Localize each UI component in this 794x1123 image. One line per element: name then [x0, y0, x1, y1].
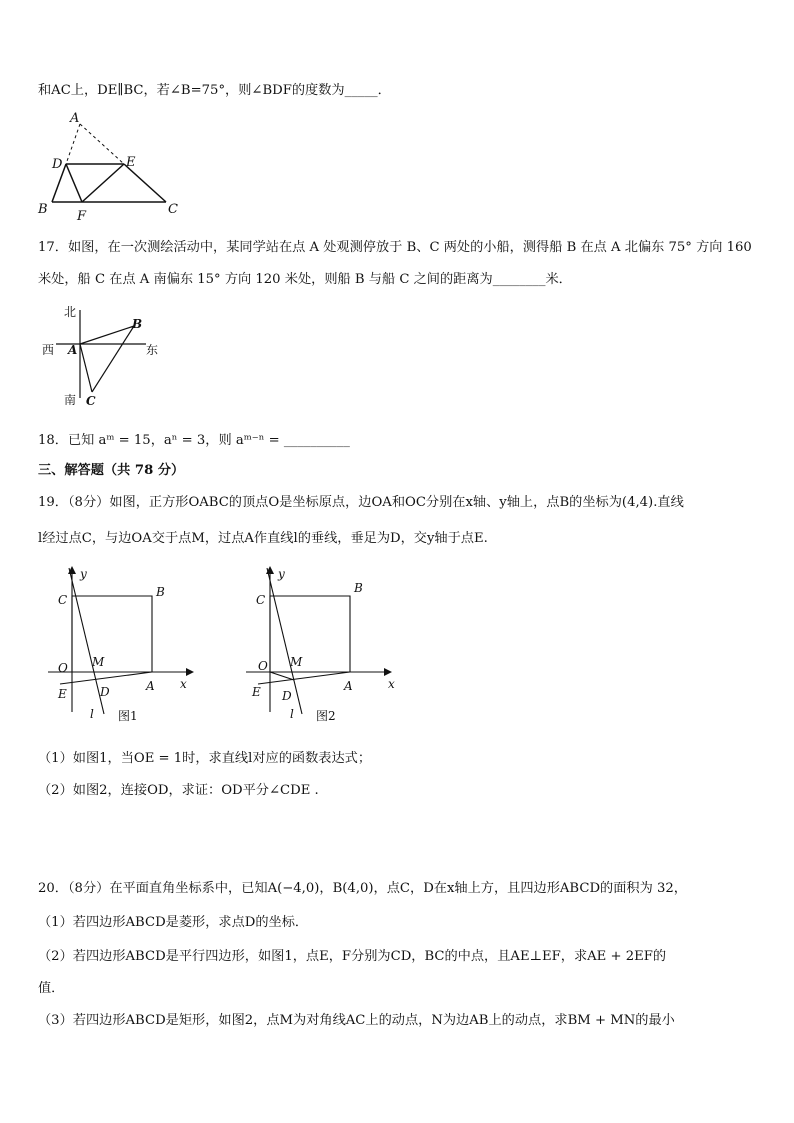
segment-fe — [82, 164, 124, 202]
q19-part2: （2）如图2，连接OD，求证：OD平分∠CDE . — [38, 783, 319, 798]
label-d: D — [100, 685, 110, 699]
label-f: F — [77, 209, 87, 220]
label-b: B — [354, 581, 363, 595]
label-a: A — [70, 111, 80, 126]
line-l — [69, 568, 104, 714]
square-oabc — [270, 596, 350, 672]
label-e: E — [126, 155, 136, 170]
label-m: M — [92, 655, 105, 669]
q20-part2-line1: （2）若四边形ABCD是平行四边形，如图1，点E，F分别为CD，BC的中点，且AE⊥EF，求AE + 2EF的 — [38, 949, 667, 964]
label-c: C — [256, 593, 266, 607]
label-l: l — [90, 707, 94, 721]
q17-text-line2: 米处，船 C 在点 A 南偏东 15° 方向 120 米处，则船 B 与船 C 之间的距离为________米． — [38, 272, 572, 287]
label-d: D — [282, 689, 292, 703]
q16-text: 和AC上，DE∥BC，若∠B=75°，则∠BDF的度数为_____． — [38, 83, 391, 98]
label-x: x — [180, 677, 187, 691]
label-l: l — [290, 707, 294, 721]
label-m: M — [290, 655, 303, 669]
label-o: O — [258, 659, 268, 673]
q20-part2-line2: 值． — [38, 981, 65, 996]
label-b: B — [38, 202, 48, 217]
line-ae — [258, 672, 350, 684]
label-a: A — [344, 679, 353, 693]
caption-fig1: 图1 — [118, 709, 138, 723]
label-o: O — [58, 661, 68, 675]
label-d: D — [52, 157, 63, 172]
label-c: C — [58, 593, 68, 607]
dashed-ad — [66, 124, 80, 164]
label-north: 北 — [64, 305, 77, 319]
q19-part1: （1）如图1，当OE = 1时，求直线l对应的函数表达式； — [38, 751, 372, 766]
segment-od — [270, 672, 294, 680]
caption-fig2: 图2 — [316, 709, 336, 723]
label-e: E — [58, 687, 67, 701]
label-c: C — [168, 202, 178, 217]
label-west: 西 — [42, 343, 55, 357]
label-b: B — [132, 317, 143, 331]
q18-text: 18．已知 aᵐ = 15，aⁿ = 3，则 aᵐ⁻ⁿ = __________ — [38, 433, 350, 448]
label-e: E — [252, 685, 261, 699]
segment-ac — [80, 344, 92, 392]
line-ae — [60, 672, 152, 684]
section-3-title: 三、解答题（共 78 分） — [38, 463, 185, 478]
q20-part3: （3）若四边形ABCD是矩形，如图2，点M为对角线AC上的动点，N为边AB上的动点，求BM + MN的最小 — [38, 1013, 675, 1028]
label-a: A — [146, 679, 155, 693]
square-oabc — [72, 596, 152, 672]
segment-ab — [80, 326, 134, 344]
q20-part1: （1）若四边形ABCD是菱形，求点D的坐标． — [38, 915, 309, 930]
q16-figure — [30, 108, 190, 220]
q19-figure-1 — [40, 562, 200, 730]
q20-text-line1: 20．（8分）在平面直角坐标系中，已知A(−4,0)，B(4,0)，点C，D在x轴上方，且四边形ABCD的面积为 32， — [38, 881, 687, 896]
q19-text-line2: l经过点C，与边OA交于点M，过点A作直线l的垂线，垂足为D，交y轴于点E. — [38, 531, 488, 546]
q17-figure — [34, 300, 174, 410]
label-a: A — [68, 343, 78, 357]
dashed-ae — [80, 124, 124, 164]
label-east: 东 — [146, 343, 159, 357]
segment-bc — [92, 326, 134, 392]
q19-text-line1: 19．（8分）如图，正方形OABC的顶点O是坐标原点，边OA和OC分别在x轴、y轴上，点B的坐标为(4,4).直线 — [38, 495, 684, 510]
label-c: C — [86, 394, 96, 408]
q17-text-line1: 17．如图，在一次测绘活动中，某同学站在点 A 处观测停放于 B、C 两处的小船，测得船 B 在点 A 北偏东 75° 方向 160 — [38, 240, 752, 255]
label-y: y — [80, 567, 87, 581]
label-y: y — [278, 567, 285, 581]
label-x: x — [388, 677, 395, 691]
q19-figure-2 — [238, 562, 408, 730]
label-south: 南 — [64, 393, 77, 407]
label-b: B — [156, 585, 165, 599]
segment-df — [66, 164, 82, 202]
